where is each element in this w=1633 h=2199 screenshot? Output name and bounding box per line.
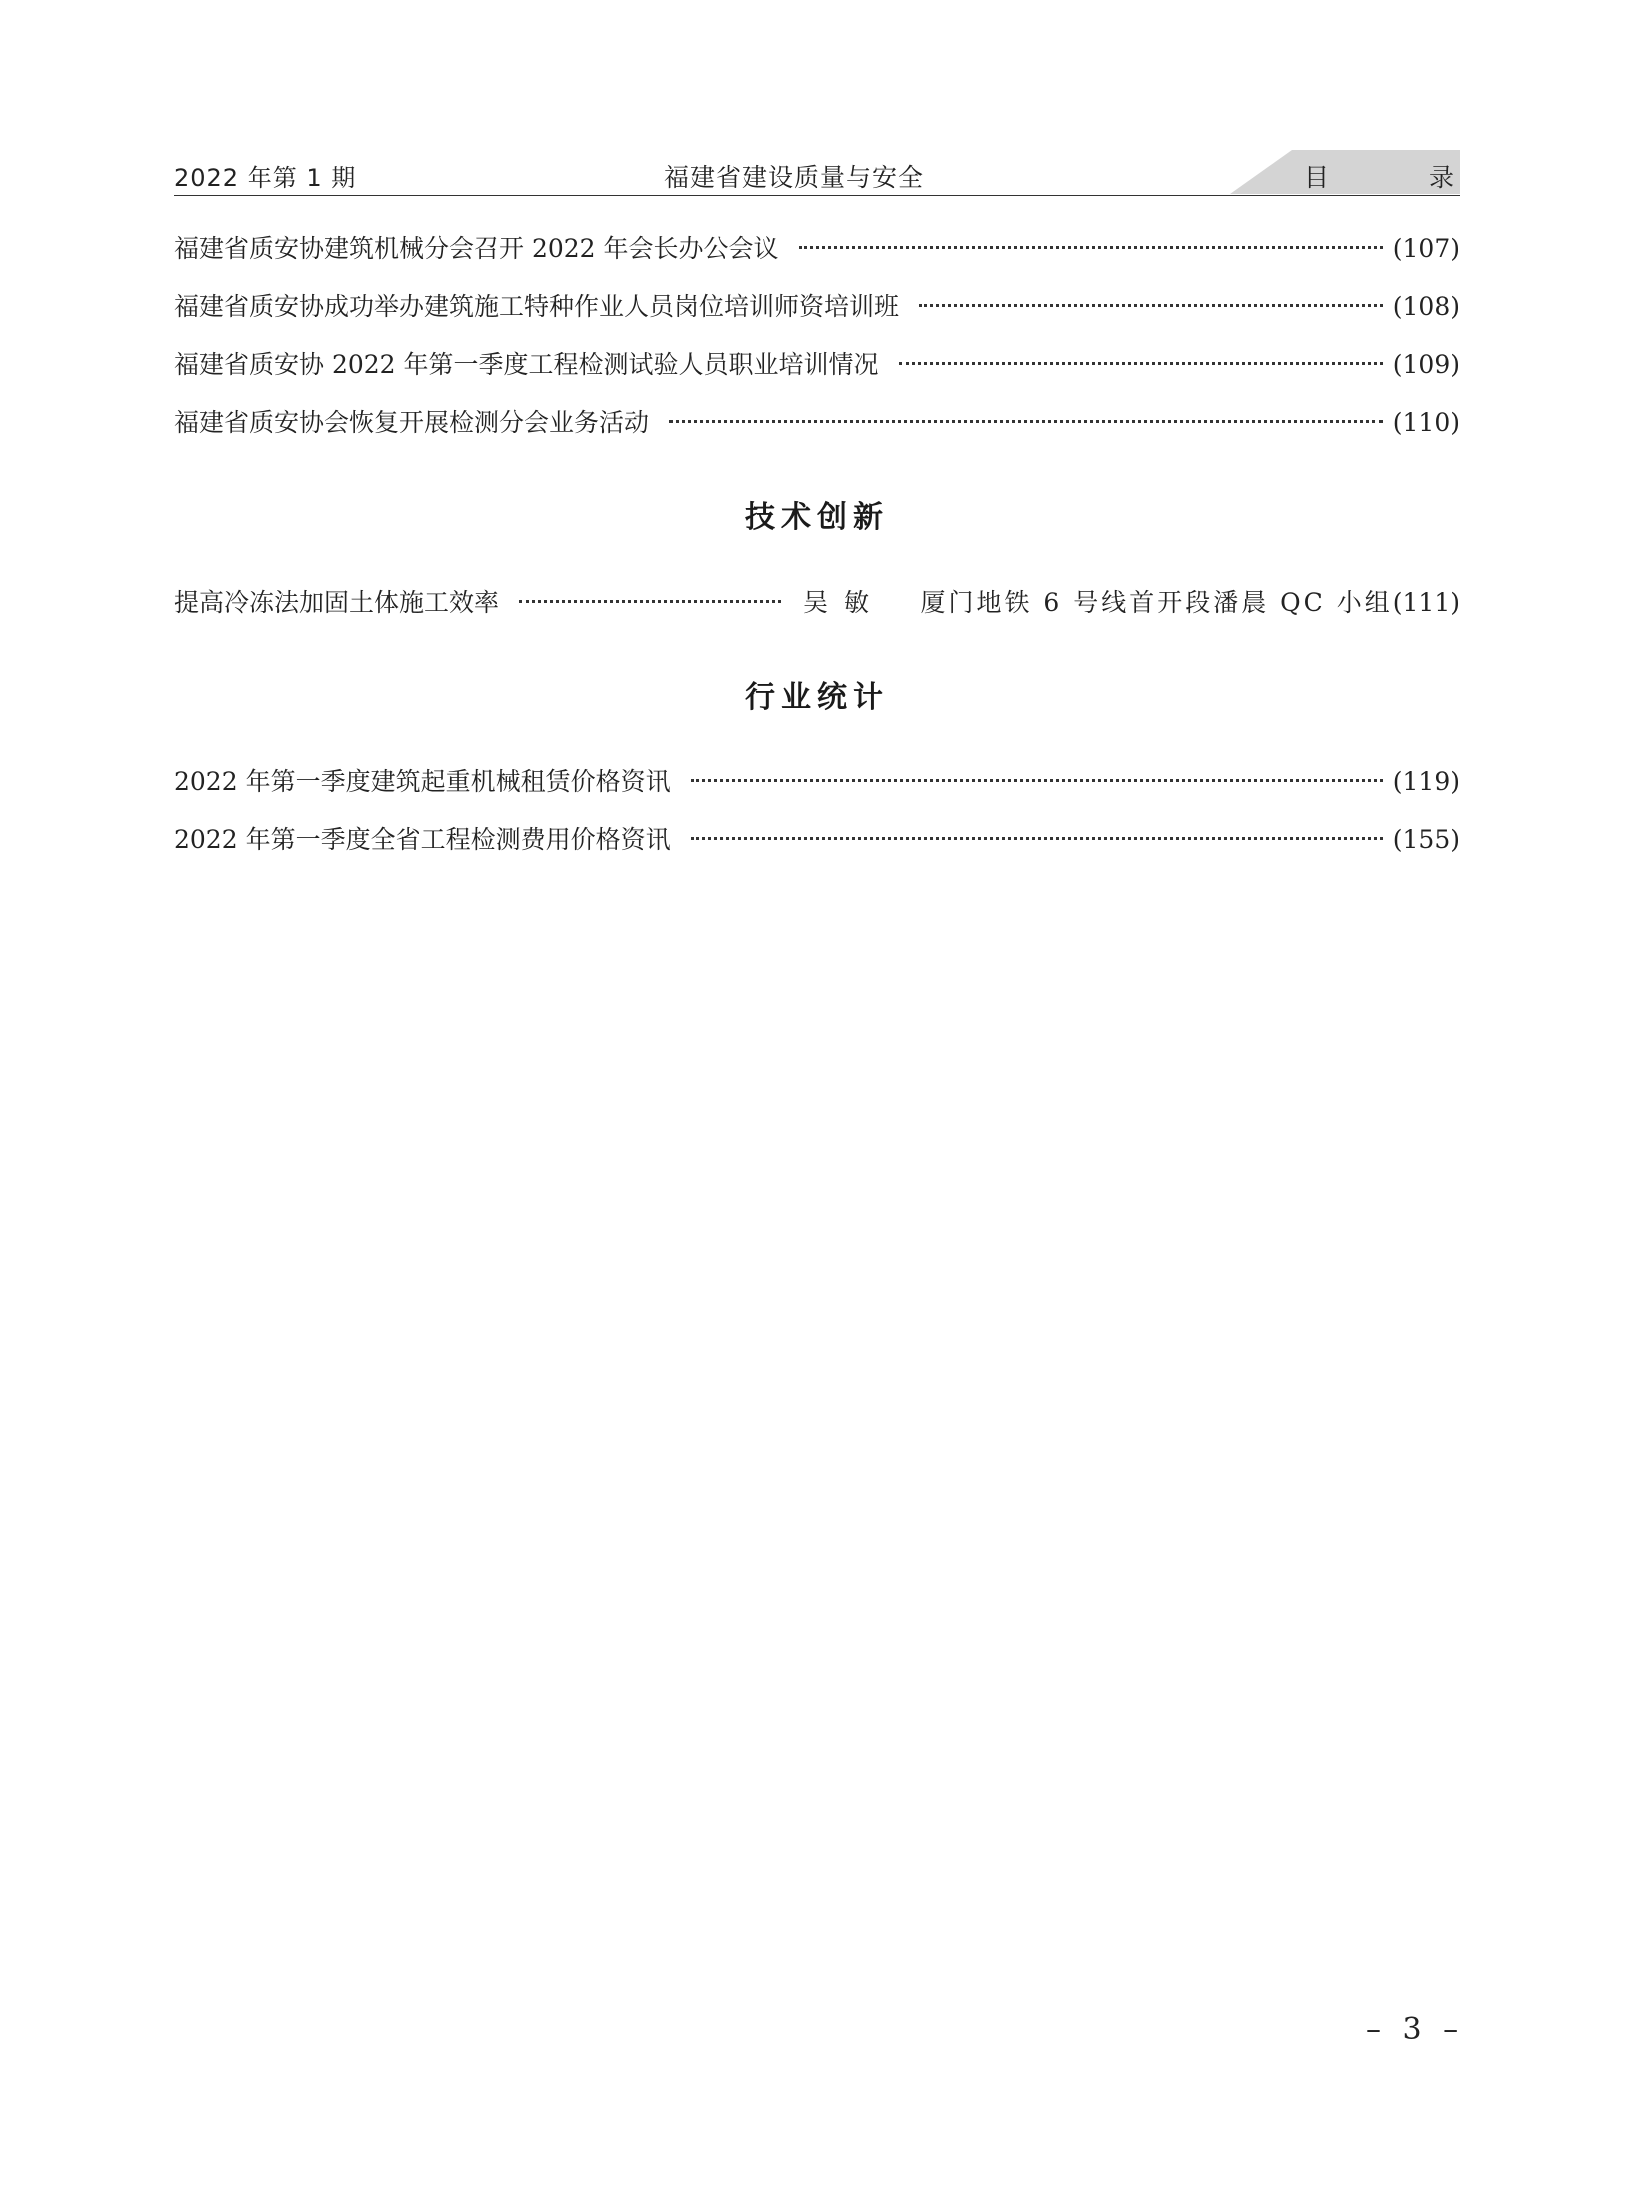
section-label-right: 录 <box>1428 163 1454 192</box>
dot-leader <box>669 420 1383 423</box>
dot-leader <box>691 837 1383 840</box>
toc-entry-title: 2022 年第一季度全省工程检测费用价格资讯 <box>174 825 671 854</box>
running-header <box>174 150 1460 196</box>
section-heading-stats: 行业统计 <box>745 680 889 715</box>
dot-leader <box>691 779 1383 782</box>
toc-entry-page: (111) <box>1392 588 1460 617</box>
toc-entry[interactable] <box>174 764 1460 800</box>
toc-entry[interactable] <box>174 231 1460 267</box>
toc-entry-title: 2022 年第一季度建筑起重机械租赁价格资讯 <box>174 767 671 796</box>
toc-entry-title: 提高冷冻法加固土体施工效率 <box>174 588 500 617</box>
toc-entry[interactable] <box>174 585 1460 621</box>
toc-entry[interactable] <box>174 347 1460 383</box>
toc-entry-page: (107) <box>1392 234 1460 263</box>
section-label <box>1304 158 1454 194</box>
header-rule <box>174 195 1460 196</box>
toc-entry-organization: 厦门地铁 6 号线首开段潘晨 QC 小组 <box>920 588 1393 617</box>
page-number: – 3 – <box>1366 2012 1465 2047</box>
toc-entry-title: 福建省质安协 2022 年第一季度工程检测试验人员职业培训情况 <box>174 350 879 379</box>
section-label-left: 目 <box>1304 163 1330 192</box>
dot-leader <box>519 600 781 603</box>
toc-entry-page: (108) <box>1392 292 1460 321</box>
toc-entry[interactable] <box>174 405 1460 441</box>
toc-entry[interactable] <box>174 289 1460 325</box>
journal-title: 福建省建设质量与安全 <box>664 163 925 192</box>
toc-entry-page: (155) <box>1392 825 1460 854</box>
toc-entry-title: 福建省质安协成功举办建筑施工特种作业人员岗位培训师资培训班 <box>174 292 900 321</box>
dot-leader <box>799 246 1383 249</box>
toc-entry[interactable] <box>174 822 1460 858</box>
toc-entry-title: 福建省质安协会恢复开展检测分会业务活动 <box>174 408 650 437</box>
dot-leader <box>899 362 1383 365</box>
toc-entry-page: (110) <box>1392 408 1460 437</box>
toc-entry-author: 吴 敏 <box>803 588 873 617</box>
dot-leader <box>919 304 1383 307</box>
issue-label: 2022 年第 1 期 <box>174 164 357 192</box>
toc-entry-title: 福建省质安协建筑机械分会召开 2022 年会长办公会议 <box>174 234 779 263</box>
toc-entry-page: (109) <box>1392 350 1460 379</box>
section-heading-tech: 技术创新 <box>745 500 889 535</box>
toc-entry-page: (119) <box>1392 767 1460 796</box>
